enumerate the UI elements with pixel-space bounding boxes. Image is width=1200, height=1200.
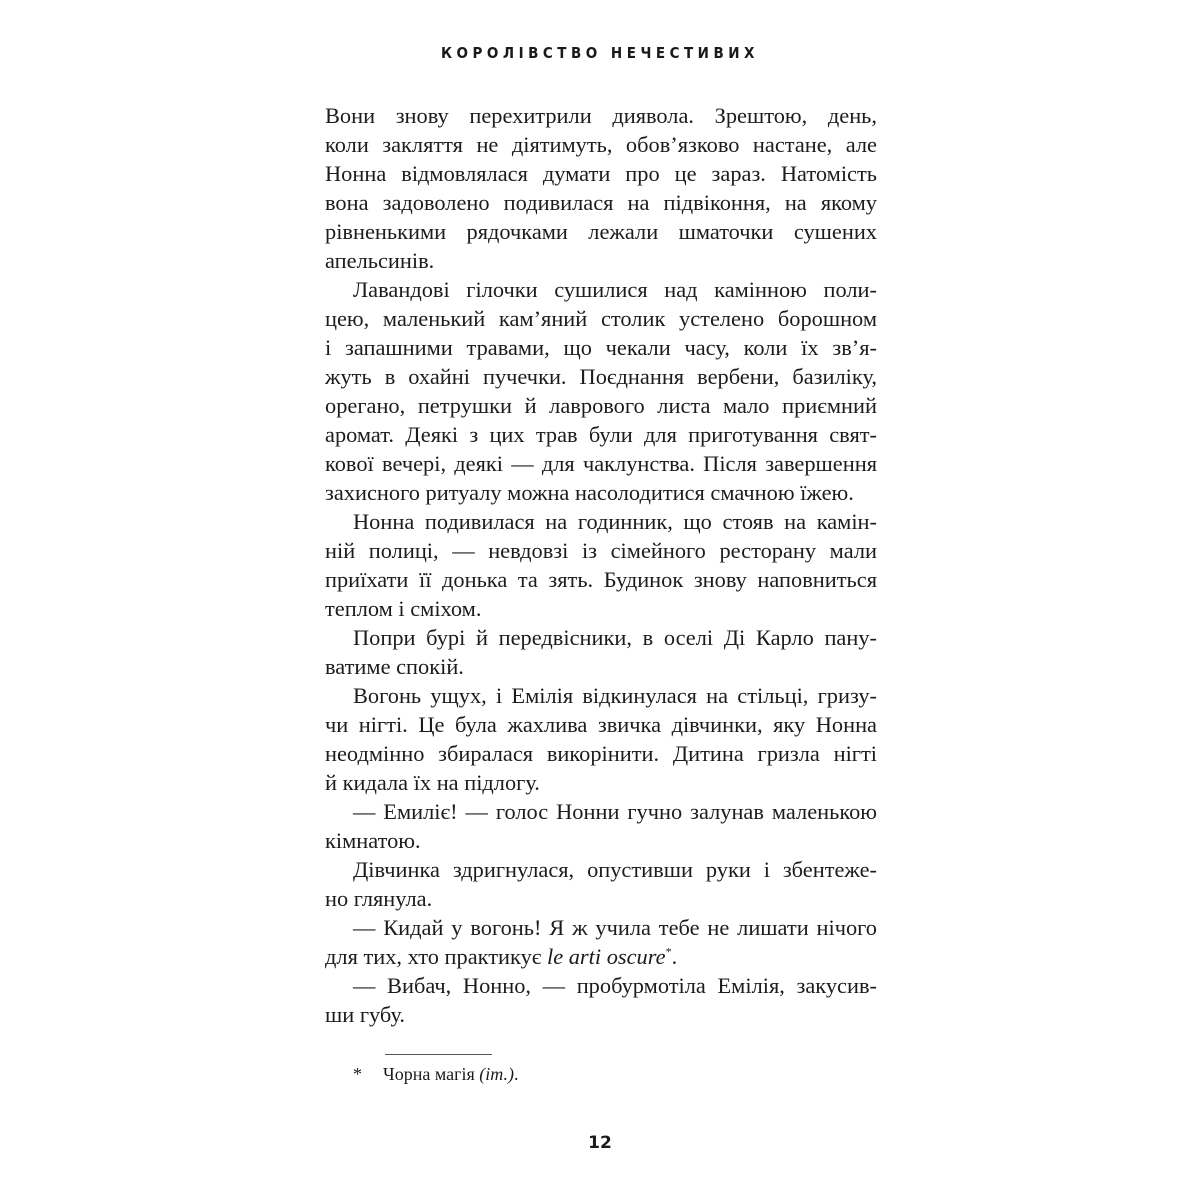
text-line: кімнатою. [325,828,421,853]
text-line: — Вибач, Нонно, — пробурмотіла Емілія, закусив- [353,973,877,998]
text-line: кової вечері, деякі — для чаклунства. Після завершення [325,451,877,476]
text-line: рівненькими рядочками лежали шматочки сушених [325,219,877,244]
text-line: ши губу. [325,1002,405,1027]
text-line: неодмінно збиралася викорінити. Дитина гризла нігті [325,741,877,766]
text-line: Попри бурі й передвісники, в оселі Ді Карло пану- [353,625,877,650]
text-line: Нонна подивилася на годинник, що стояв на камін- [353,509,877,534]
text-line: захисного ритуалу можна насолодитися смачною їжею. [325,480,854,505]
text-line: ній полиці, — невдовзі із сімейного ресторану мали [325,538,877,563]
text-line: цею, маленький кам’яний столик устелено борошном [325,306,877,331]
italic-phrase: le arti oscure [546,944,666,969]
text-line: вона задоволено подивилася на підвіконня, на якому [325,190,877,215]
text-line: чи нігті. Це була жахлива звичка дівчинки, яку Нонна [325,712,877,737]
text-fragment: . [671,944,678,969]
footnote-end: . [513,1064,519,1084]
text-line-with-italic [325,942,877,971]
footnote-rule [385,1054,492,1055]
text-line: ватиме спокій. [325,654,464,679]
footnote-text: Чорна магія [383,1064,480,1084]
text-line: приїхати її донька та зять. Будинок знову наповниться [325,567,877,592]
text-line: но глянула. [325,886,433,911]
text-line: аромат. Деякі з цих трав були для приготування свят- [325,422,877,447]
text-line: Дівчинка здригнулася, опустивши руки і збентеже- [353,857,877,882]
text-line: — Емиліє! — голос Нонни гучно залунав маленькою [353,799,877,824]
footnote-reference[interactable]: * [665,944,672,959]
text-line: Лавандові гілочки сушилися над камінною поли- [353,277,877,302]
text-line: коли закляття не діятимуть, обов’язково настане, але [325,132,877,157]
text-line: й кидала їх на підлогу. [325,770,540,795]
body-text [325,101,877,1029]
text-fragment: для тих, хто практикує [325,944,547,969]
text-line: і запашними травами, що чекали часу, коли їх зв’я- [325,335,877,360]
footnote [353,1062,518,1086]
text-line: теплом і сміхом. [325,596,482,621]
footnote-marker: * [353,1064,362,1084]
text-line: Вони знову перехитрили диявола. Зрештою, день, [325,103,877,128]
text-line: орегано, петрушки й лаврового листа мало приємний [325,393,877,418]
text-line: Нонна відмовлялася думати про це зараз. Натомість [325,161,877,186]
text-line: Вогонь ущух, і Емілія відкинулася на стільці, гризу- [353,683,877,708]
text-line: жуть в охайні пучечки. Поєднання вербени, базиліку, [325,364,877,389]
text-line: апельсинів. [325,248,435,273]
text-line: — Кидай у вогонь! Я ж учила тебе не лишати нічого [353,915,877,940]
page-number: 12 [588,1133,612,1153]
footnote-lang-note: (іт.) [479,1064,514,1084]
running-head: КОРОЛІВСТВО НЕЧЕСТИВИХ [441,44,759,62]
